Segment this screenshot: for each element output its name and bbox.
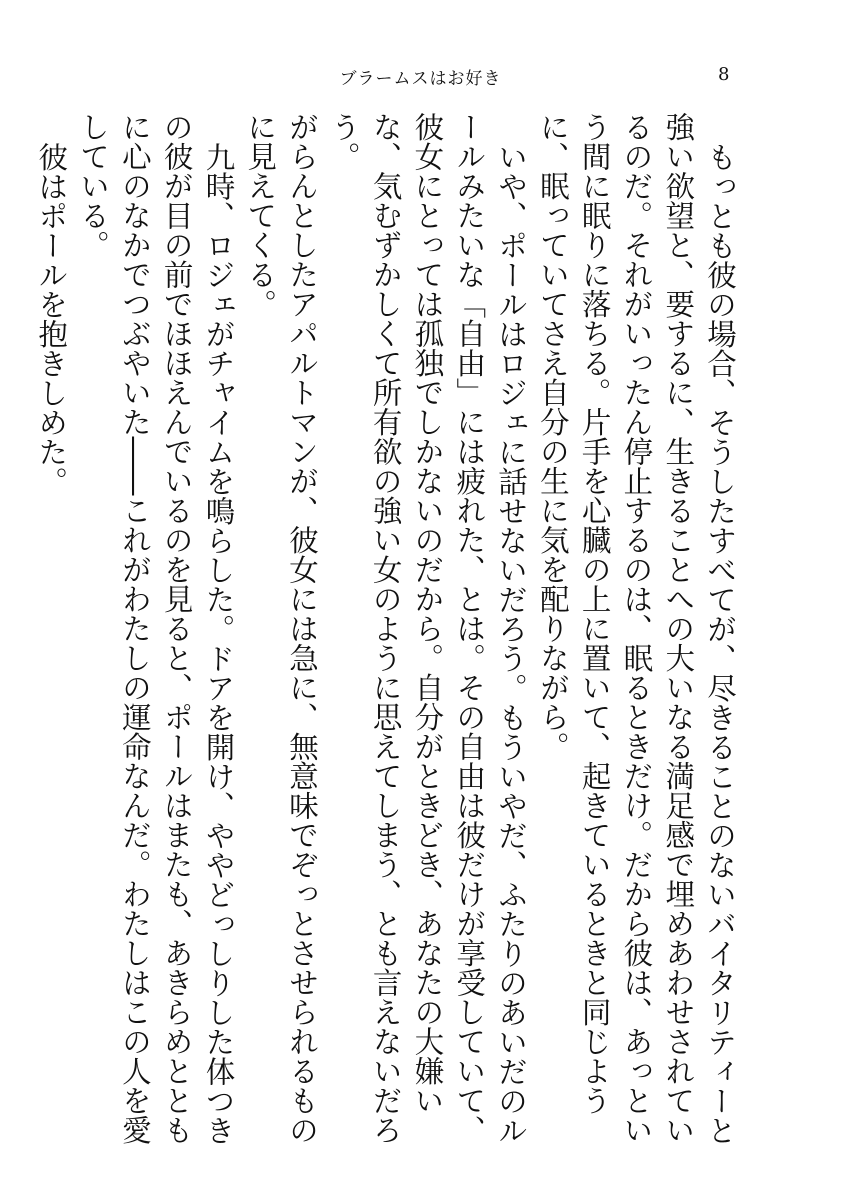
vertical-text-column [34,112,740,1172]
paragraph: いや、ポールはロジェに話せないだろう。もういやだ、ふたりのあいだのルールみたいな「自由」には疲れた、とは。その自由は彼だけが享受していて、彼女にとっては孤独でしかないのだから。自分がときどき、あなたの大嫌いな、気むずかしくて所有欲の強い女のように思えてしまう、とも言えないだろう。 [326,112,529,1145]
page-number: 8 [718,64,730,85]
body-text [34,112,740,1172]
running-head [0,64,841,92]
paragraph: 彼はポールを抱きしめた。 [34,141,69,496]
paragraph: 九時、ロジェがチャイムを鳴らした。ドアを開け、ややどっしりした体つきの彼が目の前でほほえんでいるのを見ると、ポールはまたも、あきらめとともに心のなかでつぶやいた――これがわたしの運命なんだ。わたしはこの人を愛している。 [76,112,236,1145]
paragraph: もっとも彼の場合、そうしたすべてが、尽きることのないバイタリティーと強い欲望と、要するに、生きることへの大いなる満足感で埋めあわせされているのだ。それがいったん停止するのは、眠るときだけ。だから彼は、あっという間に眠りに落ちる。片手を心臓の上に置いて、起きているときと同じように、眠っていてさえ自分の生に気を配りながら。 [535,112,737,1145]
paragraph: がらんとしたアパルトマンが、彼女には急に、無意味でぞっとさせられるものに見えてくる。 [243,112,320,1145]
book-title: ブラームスはお好き [339,69,502,89]
